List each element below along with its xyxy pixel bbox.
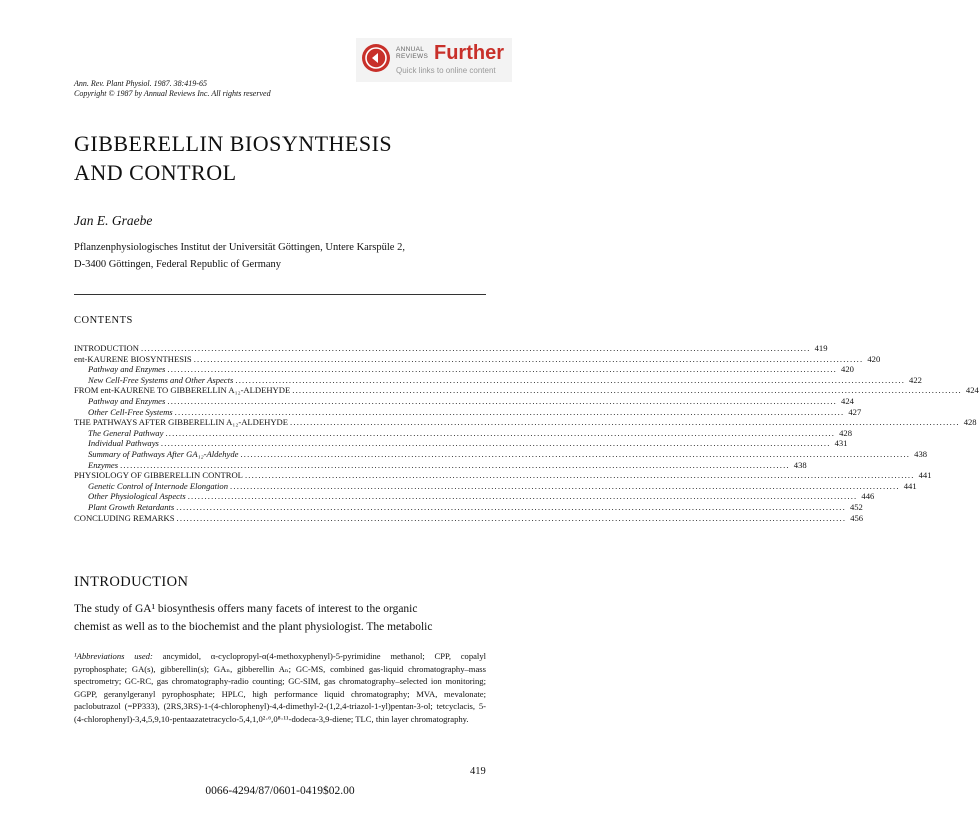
footnote-text: ancymidol, α-cyclopropyl-α(4-methoxyphenyl)-5-pyrimidine methanol; CPP, copalyl pyrophosphate; GA(s), gibberellin(s); GAₙ, gibberellin Aₙ; GC-MS, combined gas-liquid chromatography–mass spectrometry; GC-RC, gas chromatography-radio counting; GC-SIM, gas chromatography–selected ion monitoring; GGPP, geranylgeranyl pyrophosphate; HPLC, high performance liquid chromatography; MVA, mevalonate; paclobutrazol (=PP333), (2RS,3RS)-1-(4-chlorophenyl)-4,4-dimethyl-2-(1,2,4-triazol-1-yl)pentan-3-ol; tetcyclacis, 5-(4-chlorophenyl)-3,4,5,9,10-pentaazatetracyclo-5,4,1,0²·⁶,0⁸·¹¹-dodeca-3,9-diene; TLC, thin layer chromatography. — [74, 651, 487, 724]
article-code: 0066-4294/87/0601-0419$02.00 — [205, 785, 355, 797]
toc-leader-dots: ........................................................................................................................................................................................................ — [165, 427, 836, 438]
toc-entry[interactable] — [74, 427, 853, 439]
toc-entry[interactable] — [74, 448, 928, 460]
introduction-text-line-1: The study of GA¹ biosynthesis offers many facets of interest to the organic — [74, 603, 418, 615]
toc-entry-label: Pathway and Enzymes — [88, 395, 166, 406]
toc-entry-label: Genetic Control of Internode Elongation — [88, 480, 229, 491]
toc-entry-page: 446 — [861, 491, 875, 502]
toc-entry-page: 422 — [909, 374, 922, 385]
toc-entry-page: 428 — [963, 417, 977, 428]
toc-entry-label: The General Pathway — [88, 427, 164, 438]
toc-entry-label: INTRODUCTION — [74, 343, 139, 353]
introduction-heading: INTRODUCTION — [74, 574, 189, 590]
toc-entry-label: CONCLUDING REMARKS — [74, 512, 175, 523]
toc-entry-label: ent-KAURENE BIOSYNTHESIS — [74, 353, 192, 364]
introduction-text-line-2: chemist as well as to the biochemist and the plant physiologist. The metabolic — [74, 621, 433, 633]
table-of-contents — [74, 343, 979, 523]
toc-entry-page: 424 — [841, 395, 854, 406]
toc-leader-dots: ........................................................................................................................................................................................................ — [174, 406, 845, 417]
toc-leader-dots: ........................................................................................................................................................................................................ — [230, 480, 900, 491]
toc-entry-page: 438 — [914, 448, 928, 459]
toc-leader-dots: ........................................................................................................................................................................................................ — [235, 374, 906, 385]
journal-citation: Ann. Rev. Plant Physiol. 1987. 38:419-65 — [74, 79, 207, 88]
toc-entry[interactable] — [74, 343, 828, 354]
toc-entry-label: Enzymes — [88, 459, 119, 470]
toc-entry[interactable] — [74, 374, 922, 386]
toc-entry-label: New Cell-Free Systems and Other Aspects — [88, 374, 234, 385]
toc-entry[interactable] — [74, 501, 863, 513]
section-divider — [74, 294, 486, 295]
toc-entry-page: 441 — [918, 470, 932, 481]
badge-annual-text: ANNUAL — [396, 46, 425, 53]
toc-leader-dots: ........................................................................................................................................................................................................ — [240, 448, 911, 459]
toc-entry-label: THE PATHWAYS AFTER GIBBERELLIN A₁₂-ALDEHYDE — [74, 417, 288, 428]
toc-entry[interactable] — [74, 438, 848, 449]
toc-entry-label: Individual Pathways — [88, 438, 159, 449]
toc-entry[interactable] — [74, 353, 881, 365]
toc-entry-page: 428 — [839, 427, 853, 438]
toc-entry-page: 441 — [903, 480, 917, 491]
copyright-line: Copyright © 1987 by Annual Reviews Inc. All rights reserved — [74, 89, 271, 98]
toc-leader-dots: ........................................................................................................................................................................................................ — [120, 459, 790, 470]
article-title-line-1: GIBBERELLIN BIOSYNTHESIS — [74, 131, 393, 156]
toc-entry-page: 424 — [965, 385, 979, 396]
toc-entry-label: Pathway and Enzymes — [88, 364, 166, 375]
toc-entry-page: 420 — [841, 364, 854, 375]
badge-further-text[interactable]: Further — [434, 42, 504, 64]
toc-entry-label: FROM ent-KAURENE TO GIBBERELLIN A₁₂-ALDEHYDE — [74, 385, 291, 396]
toc-leader-dots: ........................................................................................................................................................................................................ — [176, 512, 847, 523]
abbreviations-footnote — [74, 650, 486, 726]
further-badge[interactable] — [356, 38, 512, 82]
toc-entry-label: Plant Growth Retardants — [88, 501, 175, 512]
affiliation-line-1: Pflanzenphysiologisches Institut der Universität Göttingen, Untere Karspüle 2, — [74, 242, 405, 253]
affiliation-line-2: D-3400 Göttingen, Federal Republic of Germany — [74, 259, 282, 270]
badge-reviews-text: REVIEWS — [396, 53, 429, 60]
toc-entry[interactable] — [74, 395, 854, 407]
toc-leader-dots: ........................................................................................................................................................................................................ — [187, 491, 858, 502]
toc-entry[interactable] — [74, 417, 977, 428]
toc-entry-label: PHYSIOLOGY OF GIBBERELLIN CONTROL — [74, 470, 243, 481]
toc-entry-page: 452 — [849, 501, 863, 512]
toc-entry[interactable] — [74, 512, 864, 524]
toc-entry[interactable] — [74, 470, 932, 481]
toc-leader-dots: ........................................................................................................................................................................................................ — [176, 501, 846, 512]
toc-entry[interactable] — [74, 480, 917, 492]
contents-heading: CONTENTS — [74, 315, 133, 326]
badge-quick-links-link[interactable]: Quick links to online content — [396, 66, 496, 75]
toc-entry-label: Other Cell-Free Systems — [88, 406, 173, 417]
toc-entry[interactable] — [74, 406, 862, 418]
toc-leader-dots: ........................................................................................................................................................................................................ — [160, 438, 831, 449]
toc-entry-page: 438 — [793, 459, 807, 470]
toc-entry-page: 420 — [867, 353, 881, 364]
toc-entry-label: Summary of Pathways After GA₁₂-Aldehyde — [88, 448, 239, 459]
toc-entry[interactable] — [74, 459, 807, 471]
author-name: Jan E. Graebe — [74, 213, 153, 228]
toc-entry[interactable] — [74, 364, 854, 375]
toc-entry-page: 419 — [814, 343, 828, 353]
toc-entry-page: 427 — [848, 406, 862, 417]
page-number: 419 — [470, 766, 486, 777]
toc-leader-dots: ........................................................................................................................................................................................................ — [167, 364, 838, 375]
toc-leader-dots: ........................................................................................................................................................................................................ — [193, 353, 864, 364]
toc-entry-page: 456 — [850, 512, 864, 523]
toc-entry-label: Other Physiological Aspects — [88, 491, 186, 502]
toc-leader-dots: ........................................................................................................................................................................................................ — [244, 470, 915, 481]
play-arrow-icon[interactable] — [362, 44, 390, 72]
toc-entry-page: 431 — [834, 438, 848, 449]
footnote-lead: ¹Abbreviations used: — [74, 651, 153, 661]
toc-entry[interactable] — [74, 385, 979, 396]
toc-leader-dots: ........................................................................................................................................................................................................ — [292, 385, 962, 396]
toc-leader-dots: ........................................................................................................................................................................................................ — [140, 343, 811, 353]
toc-leader-dots: ........................................................................................................................................................................................................ — [167, 395, 838, 406]
toc-leader-dots: ........................................................................................................................................................................................................ — [290, 417, 960, 428]
article-title-line-2: AND CONTROL — [74, 160, 237, 185]
toc-entry[interactable] — [74, 491, 875, 502]
